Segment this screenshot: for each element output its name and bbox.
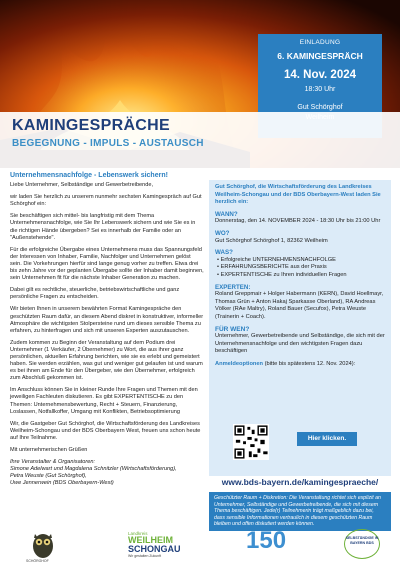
qr-code-icon[interactable] (233, 424, 269, 460)
what-item-1: • Erfolgreiche UNTERNEHMENSNACHFOLGE (217, 256, 336, 263)
bds-logo: SELBSTÄNDIGE IN BAYERN BDS (344, 529, 380, 559)
organizer-2: Petra Weuste (Gut Schörghof), (10, 473, 87, 480)
hero-banner (0, 0, 400, 168)
what-item-3: • EXPERTENTISCHE zu Ihren individuellen Fragen (217, 271, 347, 278)
letter-body (10, 172, 204, 487)
letter-paragraph-4: Dabei gilt es rechtliche, steuerliche, betriebswirtschaftliche und ganz persönliche Fragen zu entscheiden. (10, 287, 180, 301)
register-button[interactable]: Hier klicken. (297, 432, 357, 446)
title-box (0, 112, 400, 168)
organizer-3: Uwe Jennerwein (BDS Oberbayern-West) (10, 480, 114, 487)
invite-time: 18:30 Uhr (304, 86, 336, 93)
invite-venue-line1: Gut Schörghof (297, 104, 343, 111)
for-whom-label: FÜR WEN? (215, 325, 250, 333)
when-value: Donnerstag, den 14. NOVEMBER 2024 - 18:30 Uhr bis 21:00 Uhr (215, 218, 381, 225)
panel-intro: Gut Schörghof, die Wirtschaftsförderung des Landkreises Weilheim-Schongau und der BDS Oberbayern-West laden Sie herzlich ein: (215, 184, 381, 206)
confidentiality-note: Geschützter Raum + Diskretion: Die Veranstaltung richtet sich explizit an Unternehmer, Selbständige und Gewerbetreibende, die sich mit diesem Thema beschäftigen. Jede(r) Teilnehmerin trägt maßgeblich dazu bei, dass sensible Informationen vertraulich in diesem geschützten Raum bleiben und offen diskutiert werden können. (209, 492, 391, 531)
letter-paragraph-8: Wir, die Gastgeber Gut Schörghof, die Wirtschaftsförderung des Landkreises Weilheim-Schongau und der BDS Oberbayern West, freuen uns schon heute auf Ihre Teilnahme. (10, 420, 201, 441)
invite-label: EINLADUNG (299, 39, 341, 46)
experts-label: EXPERTEN: (215, 283, 251, 291)
letter-paragraph-7: Im Anschluss können Sie in kleiner Runde Ihre Fragen und Themen mit den jeweiligen Fachleuten diskutieren. Es gibt EXPERTENTISCHE zu den Themen: Unternehmensbewertung, Recht + Steuern, Finanzierung, Loslassen, Notfallkoffer, Umgang mit Konflikten, Betriebsoptimierung (10, 387, 198, 415)
page-subtitle: BEGEGNUNG - IMPULS - AUSTAUSCH (12, 138, 204, 149)
letter-heading: Unternehmensnachfolge - Lebenswerk sichern! (10, 172, 168, 179)
experts-value: Roland Greppmair + Holger Habermann (KERN), David Hoellmayr, Thomas Grün + Anton Hakaj Sparkasse Oberland), RA Andreas Völker (RAe Maltry), Roland Bauer (Secufox), Petra Weuste (Trainerin + Coach). (215, 291, 384, 320)
invite-date: 14. Nov. 2024 (283, 69, 357, 81)
owl-logo-icon (30, 529, 56, 559)
letter-paragraph-5: Wir bieten Ihnen in unserem bewährten Format Kamingespräche den geschützten Raum dafür, an diesem Abend diskret in konstruktiver, informeller Atmosphäre die wichtigsten Stolpersteine rund um dieses sensible Thema zu erfahren, zu hinterfragen und sich mit unseren Experten auszutauschen. (10, 306, 204, 334)
invite-event: 6. KAMINGESPRÄCH (277, 51, 363, 61)
website-link[interactable]: www.bds-bayern.de/kamingespraeche/ (221, 477, 379, 487)
ws-logo-tagline: Wir gestalten Zukunft (128, 554, 162, 558)
registration-line (215, 361, 385, 369)
letter-paragraph-2: Sie beschäftigen sich mittel- bis langfristig mit dem Thema Unternehmensnachfolge, wie Sie Ihr Lebenswerk sichern und wie Sie es in die richtigen Hände übergeben? Sei es innerhalb der Familie oder an "Außenstehende". (10, 213, 196, 241)
letter-closing: Mit unternehmerischen Grüßen (10, 447, 88, 453)
registration-deadline: (bitte bis spätestens 12. Nov. 2024): (263, 360, 356, 367)
owl-logo-text: SCHÖRGHOF (26, 559, 49, 563)
letter-paragraph-1: wir laden Sie herzlich zu unserem nunmehr sechsten Kamingespräch auf Gut Schörghof ein: (10, 194, 202, 208)
what-label: WAS? (215, 249, 233, 257)
ws-logo-line1: Landkreis (128, 531, 148, 536)
logo-bar (0, 525, 400, 566)
when-label: WANN? (215, 210, 238, 218)
letter-greeting: Liebe Unternehmer, Selbständige und Gewerbetreibende, (10, 182, 154, 189)
weilheim-schongau-logo (128, 531, 181, 558)
organizers-heading: Ihre Veranstalter & Organisatoren: (10, 459, 95, 466)
ws-logo-line3: SCHONGAU (128, 544, 181, 554)
organizer-1: Simone Adelwart und Magdalena Schnitzler (Wirtschaftsförderung), (10, 466, 177, 473)
where-value: Gut Schörghof Schörghof 1, 82362 Weilheim (215, 237, 328, 244)
event-info-panel (209, 180, 391, 476)
letter-paragraph-3: Für die erfolgreiche Übergabe eines Unternehmens muss das Spannungsfeld der Interessen von Inhaber, Familie, Nachfolger und Unternehmen gelöst sein. Die Vorkehrungen hierfür sind lange genug vorher zu treffen. Etwa drei bis zehn Jahre vor der geplanten Übergabe sollte der Inhaber damit beginnen, sein Unternehmen fit für die nächste Inhaber Generation zu machen. (10, 246, 204, 282)
where-label: WO? (215, 229, 230, 237)
page-title: KAMINGESPRÄCHE (12, 117, 170, 134)
ws-logo-line2: WEILHEIM (128, 535, 173, 545)
registration-label: Anmeldeoptionen (215, 360, 264, 367)
anniversary-logo: 150 (246, 527, 287, 554)
organizers (10, 459, 204, 487)
letter-paragraph-6: Zudem kommen zu Beginn der Veranstaltung auf dem Podium drei Unternehmer (1 Verkäufer, 2 Übernehmer) zu Wort, die aus ihrer ganz persönlichen, aktuellen Erfahrung berichten, wie sie es erlebt und gemeistert haben. Sie werden erzählen, was gut und weniger gut gelaufen ist und warum es bei ihnen am Ende für den Übergeber, wie den Übernehmer, erfolgreich zum Abschluß gekommen ist. (10, 339, 203, 382)
what-item-2: • ERFAHRUNGSBERICHTE aus der Praxis (217, 264, 327, 271)
for-whom-value: Unternehmer, Gewerbetreibende und Selbständige, die sich mit der Unternehmensnachfolge und den wichtigsten Fragen dazu beschäftigen (215, 333, 385, 355)
